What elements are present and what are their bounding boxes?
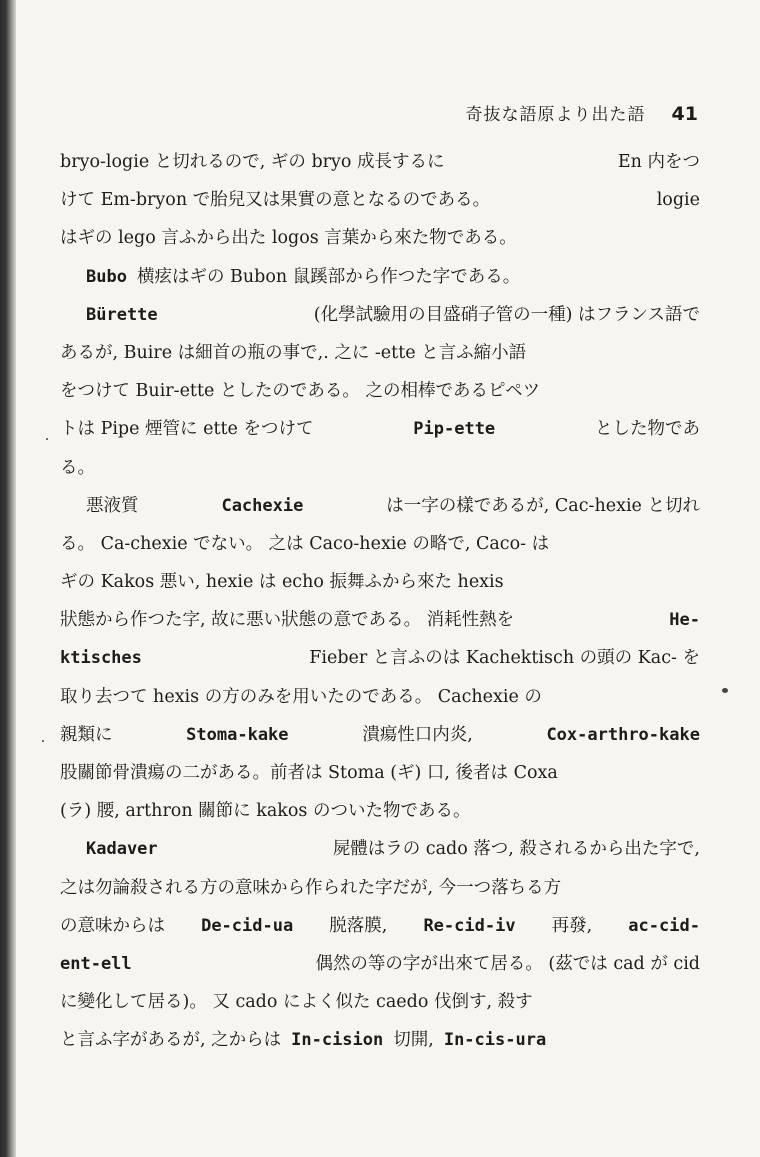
ink-speck (722, 688, 728, 693)
book-page (60, 0, 700, 1157)
text-segment: 親類に (60, 724, 113, 745)
text-line (60, 792, 700, 830)
text-segment: は一字の樣であるが, Cac-hexie と切れ (386, 495, 700, 516)
text-line (60, 869, 700, 907)
text-line (60, 372, 700, 410)
text-segment: トは Pipe 煙管に ette をつけて (60, 419, 314, 440)
text-line (60, 143, 700, 181)
text-line (60, 258, 700, 296)
text-segment: 屍體はラの cado 落つ, 殺されるから出た字で, (332, 839, 700, 860)
text-segment: 悪液質 (86, 495, 139, 516)
text-segment: 潰瘍性口内炎, (362, 724, 473, 745)
text-line (60, 181, 700, 219)
text-segment: はギの lego 言ふから出た logos 言葉から來た物である。 (60, 228, 517, 249)
text-segment: る。 (60, 457, 95, 478)
ink-speck (42, 740, 44, 742)
text-segment: Fieber と言ふのは Kachektisch の頭の Kac- を (309, 648, 700, 669)
text-segment: bryo-logie と切れるので, ギの bryo 成長するに (60, 152, 445, 172)
text-line (60, 830, 700, 868)
text-segment: 脱落膜, (329, 915, 388, 936)
text-segment: 再發, (551, 915, 593, 936)
text-segment: 狀態から作つた字, 故に悪い狀態の意である。 消耗性熱を (60, 610, 515, 631)
text-segment: 横痃はギの Bubon 鼠蹊部から作つた字である。 (136, 266, 521, 287)
text-segment: あるが, Buire は細首の瓶の事で,. 之に -ette と言ふ縮小語 (60, 342, 527, 363)
bold-term: ent-ell (60, 953, 132, 974)
bold-term: Bubo (86, 266, 127, 287)
bold-term: Bürette (86, 304, 158, 325)
text-segment: logie (656, 190, 700, 211)
text-line (60, 754, 700, 792)
text-line (60, 639, 700, 677)
text-segment: けて Em-bryon で胎兒又は果實の意となるのである。 (60, 190, 491, 211)
bold-term: Re-cid-iv (423, 915, 516, 936)
bold-term: Cox-arthro-kake (546, 724, 700, 745)
text-segment: 偶然の等の字が出來て居る。 (茲では cad が cid (315, 953, 700, 974)
bold-term: Kadaver (86, 839, 158, 860)
page-binding-edge (0, 0, 16, 1157)
bold-term: Pip-ette (413, 419, 496, 440)
text-line (60, 410, 700, 448)
body-text (60, 143, 700, 1060)
text-segment: En 内をつ (617, 152, 700, 172)
bold-term: Stoma-kake (186, 724, 289, 745)
text-segment: に變化して居る)。 又 cado によく似た caedo 伐倒す, 殺す (60, 992, 533, 1013)
ink-speck (46, 438, 48, 440)
text-line (60, 907, 700, 945)
bold-term: Cachexie (221, 495, 304, 516)
bold-term: In-cis-ura (443, 1030, 547, 1051)
text-segment: (ラ) 腰, arthron 關節に kakos のついた物である。 (60, 801, 471, 822)
text-line (60, 601, 700, 639)
page-number: 41 (671, 103, 698, 125)
text-segment: 之は勿論殺される方の意味から作られた字だが, 今一つ落ちる方 (60, 877, 562, 898)
text-segment: 取り去つて hexis の方のみを用いたのである。 Cachexie の (60, 686, 542, 707)
text-line (60, 296, 700, 334)
text-segment: ギの Kakos 悪い, hexie は echo 振舞ふから來た hexis (60, 572, 504, 593)
text-line (60, 1021, 700, 1059)
bold-term: ktisches (60, 648, 142, 669)
bold-term: He- (669, 610, 700, 631)
running-head: 奇抜な語原より出た語 (465, 105, 646, 125)
text-segment: (化學試驗用の目盛硝子管の一種) はフランス語で (313, 304, 700, 325)
text-segment: の意味からは (60, 915, 165, 936)
page-header (60, 100, 700, 125)
text-segment: 股關節骨潰瘍の二がある。前者は Stoma (ギ) 口, 後者は Coxa (60, 763, 558, 783)
text-line (60, 487, 700, 525)
text-line (60, 449, 700, 487)
text-segment: る。 Ca-chexie でない。 之は Caco-hexie の略で, Caco- は (60, 533, 550, 554)
text-line (60, 945, 700, 983)
text-line (60, 983, 700, 1021)
text-line (60, 219, 700, 257)
text-segment: と言ふ字があるが, 之からは (60, 1030, 282, 1051)
text-segment: をつけて Buir-ette としたのである。 之の相棒であるピペツ (60, 381, 541, 402)
text-line (60, 334, 700, 372)
bold-term: ac-cid- (628, 915, 700, 936)
bold-term: In-cision (291, 1030, 384, 1051)
text-line (60, 678, 700, 716)
text-line (60, 563, 700, 601)
text-segment: とした物であ (594, 419, 700, 440)
bold-term: De-cid-ua (201, 915, 294, 936)
text-segment: 切開, (393, 1030, 434, 1051)
text-line (60, 525, 700, 563)
text-line (60, 716, 700, 754)
